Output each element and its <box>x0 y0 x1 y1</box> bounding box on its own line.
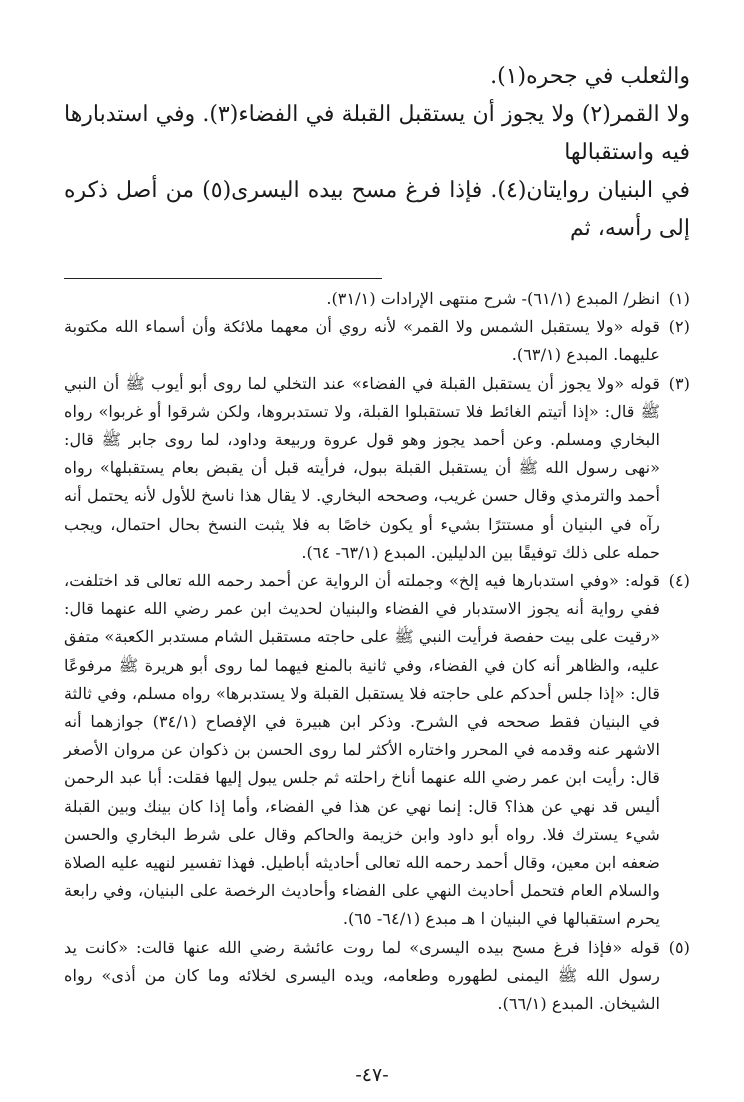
footnote-number: (١) <box>668 289 690 308</box>
footnote-1 <box>64 285 690 313</box>
main-text <box>64 58 690 248</box>
document-page <box>64 58 690 1018</box>
footnote-2 <box>64 313 690 369</box>
footnote-text: قوله «ولا يستقبل الشمس ولا القمر» لأنه روي أن معهما ملائكة وأن أسماء الله مكتوبة عليهما. المبدع (٦٣/١). <box>64 317 660 365</box>
footnote-text: انظر/ المبدع (٦١/١)- شرح منتهى الإرادات (٣١/١). <box>326 289 660 308</box>
footnotes <box>64 285 690 1018</box>
main-line: والثعلب في جحره(١). <box>490 64 690 89</box>
footnote-3 <box>64 370 690 567</box>
footnote-number: (٢) <box>668 317 690 337</box>
footnote-5 <box>64 934 690 1019</box>
main-line: ولا القمر(٢) ولا يجوز أن يستقبل القبلة في الفضاء(٣). وفي استدبارها فيه واستقبالها <box>64 102 690 165</box>
footnote-number: (٣) <box>668 373 690 393</box>
footnote-4 <box>64 567 690 934</box>
footnote-number: (٤) <box>668 571 690 591</box>
footnote-divider <box>64 278 382 279</box>
footnote-number: (٥) <box>668 937 690 957</box>
page-number: -٤٧- <box>355 1064 389 1086</box>
footnote-text: قوله «فإذا فرغ مسح بيده اليسرى» لما روت عائشة رضي الله عنها قالت: «كانت يد رسول الله ﷺ اليمنى لطهوره وطعامه، ويده اليسرى لخلائه وما كان من أذى» رواه الشيخان. المبدع (٦٦/١). <box>64 937 660 1014</box>
footnote-text: قوله: «وفي استدبارها فيه إلخ» وجملته أن الرواية عن أحمد رحمه الله تعالى قد اختلفت، ففي رواية أنه يجوز الاستدبار في الفضاء والبنيان لحديث ابن عمر رضي الله عنهما قال: «رقيت على بيت حفصة فرأيت النبي ﷺ على حاجته مستقبل الشام مستدبر الكعبة» متفق عليه، والظاهر أنه كان في الفضاء، وفي ثانية بالمنع فيهما لما روى أبو هريرة ﷺ مرفوعًا قال: «إذا جلس أحدكم على حاجته فلا يستقبل القبلة ولا يستدبرها» رواه مسلم، وفي ثالثة في البنيان فقط صححه في الشرح. وذكر ابن هبيرة في الإفصاح (٣٤/١) جوازهما أنه الاشهر عنه وقدمه في المحرر واختاره الأكثر لما روى الحسن بن ذكوان عن مروان الأصغر قال: رأيت ابن عمر رضي الله عنهما أناخ راحلته ثم جلس يبول إليها فقلت: أبا عبد الرحمن أليس قد نهي عن هذا؟ قال: إنما نهي عن هذا في الفضاء، وأما إذا كان بينك وبين القبلة شيء يسترك فلا. رواه أبو داود وابن خزيمة والحاكم وقال على شرط البخاري والحسن ضعفه ابن معين، وقال أحمد رحمه الله تعالى أحاديثه أباطيل. فهذا تفسير لنهيه عليه الصلاة والسلام العام فتحمل أحاديث النهي على الفضاء وأحاديث الرخصة على البنيان، وفي رابعة يحرم استقبالها في البنيان ا هـ مبدع (٦٤/١- ٦٥). <box>64 571 660 929</box>
footnote-text: قوله «ولا يجوز أن يستقبل القبلة في الفضاء» عند التخلي لما روى أبو أيوب ﷺ أن النبي ﷺ قال: «إذا أتيتم الغائط فلا تستقبلوا القبلة، ولا تستدبروها، ولكن شرقوا أو غربوا» رواه البخاري ومسلم. وعن أحمد يجوز وهو قول عروة وربيعة وداود، لما روى جابر ﷺ قال: «نهى رسول الله ﷺ أن يستقبل القبلة ببول، فرأيته قبل أن يقبض بعام يستقبلها» رواه أحمد والترمذي وقال حسن غريب، وصححه البخاري. لا يقال هذا ناسخ للأول لأنه يحتمل أنه رآه في البنيان أو مستترًا بشيء أو يكون خاصًا به فلا يثبت النسخ بحال احتمال، ويجب حمله على ذلك توفيقًا بين الدليلين. المبدع (٦٣/١- ٦٤). <box>64 373 660 562</box>
main-line: في البنيان روايتان(٤). فإذا فرغ مسح بيده اليسرى(٥) من أصل ذكره إلى رأسه، ثم <box>64 178 690 241</box>
